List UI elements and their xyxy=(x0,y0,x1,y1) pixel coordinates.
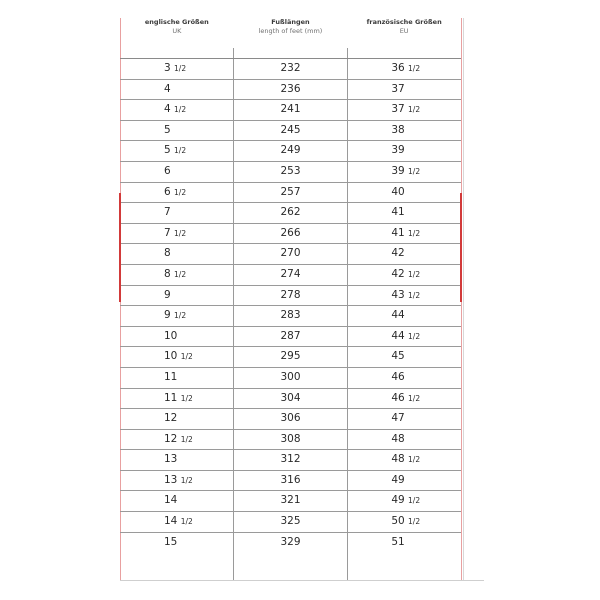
uk-size-cell xyxy=(120,80,234,100)
uk-size-cell xyxy=(120,224,234,244)
uk-size-cell xyxy=(120,265,234,285)
eu-size-cell xyxy=(347,450,461,470)
foot-length-cell xyxy=(234,533,348,553)
foot-length-cell-value: 253 xyxy=(280,164,301,177)
foot-length-cell xyxy=(234,306,348,326)
eu-size-cell-fraction: 1/2 xyxy=(408,331,421,341)
eu-size-cell-value: 51 xyxy=(391,535,405,548)
eu-size-cell-value: 36 xyxy=(391,62,405,74)
foot-length-cell-value: 249 xyxy=(280,144,301,157)
foot-length-cell-value: 274 xyxy=(280,267,301,280)
eu-size-cell-value: 50 xyxy=(391,515,405,528)
table-row xyxy=(120,79,461,100)
uk-size-cell-value: 13 xyxy=(164,453,178,466)
eu-size-cell-value: 49 xyxy=(391,494,405,507)
foot-length-cell-value: 232 xyxy=(280,62,301,74)
eu-size-cell xyxy=(347,265,461,285)
foot-length-cell xyxy=(234,347,348,367)
foot-length-cell xyxy=(234,471,348,491)
eu-size-cell-value: 44 xyxy=(391,309,405,322)
foot-length-cell-value: 295 xyxy=(280,350,301,363)
uk-size-cell-value: 8 xyxy=(164,247,171,260)
eu-size-cell xyxy=(347,430,461,450)
eu-size-cell-value: 44 xyxy=(391,329,405,342)
foot-length-cell xyxy=(234,121,348,141)
eu-size-cell-value: 46 xyxy=(391,391,405,404)
eu-size-cell-value: 40 xyxy=(391,185,405,198)
eu-size-cell-value: 41 xyxy=(391,226,405,239)
uk-size-cell-value: 4 xyxy=(164,82,171,95)
foot-length-cell xyxy=(234,100,348,120)
uk-size-cell xyxy=(120,183,234,203)
table-row xyxy=(120,449,461,470)
eu-size-cell-value: 45 xyxy=(391,350,405,363)
uk-size-cell xyxy=(120,162,234,182)
eu-size-cell xyxy=(347,244,461,264)
foot-length-cell-value: 287 xyxy=(280,329,301,342)
eu-size-cell-value: 39 xyxy=(391,164,405,177)
uk-size-cell xyxy=(120,141,234,161)
uk-size-cell-value: 7 xyxy=(164,226,171,239)
foot-length-cell xyxy=(234,162,348,182)
uk-size-cell-value: 6 xyxy=(164,164,171,177)
foot-length-cell xyxy=(234,265,348,285)
eu-size-cell-fraction: 1/2 xyxy=(408,517,421,527)
page-frame-bottom-edge xyxy=(120,580,484,581)
eu-size-cell xyxy=(347,491,461,511)
eu-size-cell-value: 37 xyxy=(391,103,405,116)
uk-size-cell-fraction: 1/2 xyxy=(174,187,187,197)
highlight-bracket-right xyxy=(460,193,462,302)
foot-length-cell-value: 316 xyxy=(280,473,301,486)
eu-size-cell-value: 38 xyxy=(391,123,405,136)
foot-length-cell-value: 266 xyxy=(280,226,301,239)
table-row xyxy=(120,264,461,285)
foot-length-cell-value: 262 xyxy=(280,206,301,219)
uk-size-cell-value: 6 xyxy=(164,185,171,198)
foot-length-cell xyxy=(234,491,348,511)
table-row xyxy=(120,58,461,79)
uk-size-cell xyxy=(120,450,234,470)
eu-size-cell-fraction: 1/2 xyxy=(408,393,421,403)
table-row xyxy=(120,202,461,223)
foot-length-cell xyxy=(234,430,348,450)
foot-length-cell-value: 306 xyxy=(280,412,301,425)
uk-size-cell xyxy=(120,430,234,450)
uk-size-cell xyxy=(120,327,234,347)
eu-size-cell-fraction: 1/2 xyxy=(408,228,421,238)
foot-length-cell xyxy=(234,59,348,79)
foot-length-cell xyxy=(234,141,348,161)
table-row xyxy=(120,120,461,141)
eu-size-cell-value: 48 xyxy=(391,453,405,466)
table-row xyxy=(120,511,461,532)
eu-size-cell xyxy=(347,286,461,306)
uk-size-cell-value: 9 xyxy=(164,288,171,301)
eu-size-cell xyxy=(347,80,461,100)
uk-size-cell xyxy=(120,59,234,79)
header-uk xyxy=(120,18,234,60)
uk-size-cell xyxy=(120,286,234,306)
foot-length-cell-value: 257 xyxy=(280,185,301,198)
eu-size-cell-value: 42 xyxy=(391,247,405,260)
foot-length-cell-value: 283 xyxy=(280,309,301,322)
eu-size-cell xyxy=(347,306,461,326)
uk-size-cell-fraction: 1/2 xyxy=(180,434,193,444)
table-row xyxy=(120,326,461,347)
uk-size-cell-value: 14 xyxy=(164,515,178,528)
uk-size-cell-value: 10 xyxy=(164,350,178,363)
table-row xyxy=(120,140,461,161)
uk-size-cell-value: 9 xyxy=(164,309,171,322)
eu-size-cell xyxy=(347,471,461,491)
eu-size-cell xyxy=(347,512,461,532)
uk-size-cell-value: 14 xyxy=(164,494,178,507)
table-header xyxy=(120,18,461,60)
foot-length-cell-value: 321 xyxy=(280,494,301,507)
eu-size-cell xyxy=(347,121,461,141)
eu-size-cell-fraction: 1/2 xyxy=(408,496,421,506)
uk-size-cell-fraction: 1/2 xyxy=(174,228,187,238)
size-table xyxy=(120,58,461,552)
table-row xyxy=(120,470,461,491)
foot-length-cell-value: 236 xyxy=(280,82,301,95)
eu-size-cell-value: 48 xyxy=(391,432,405,445)
eu-size-cell-value: 49 xyxy=(391,473,405,486)
uk-size-cell-value: 3 xyxy=(164,62,171,74)
table-row xyxy=(120,223,461,244)
uk-size-cell xyxy=(120,347,234,367)
eu-size-cell xyxy=(347,389,461,409)
eu-size-cell xyxy=(347,533,461,553)
uk-size-cell-fraction: 1/2 xyxy=(174,146,187,156)
foot-length-cell-value: 270 xyxy=(280,247,301,260)
table-row xyxy=(120,388,461,409)
eu-size-cell-fraction: 1/2 xyxy=(408,105,421,115)
table-row xyxy=(120,346,461,367)
uk-size-cell-fraction: 1/2 xyxy=(174,64,187,73)
page-frame-right-shadow xyxy=(463,18,464,580)
header-foot-length-title: Fußlängen xyxy=(271,18,310,26)
eu-size-cell xyxy=(347,203,461,223)
uk-size-cell xyxy=(120,100,234,120)
table-row xyxy=(120,532,461,553)
foot-length-cell xyxy=(234,224,348,244)
uk-size-cell-fraction: 1/2 xyxy=(180,352,193,362)
table-row xyxy=(120,490,461,511)
eu-size-cell-value: 37 xyxy=(391,82,405,95)
uk-size-cell-value: 12 xyxy=(164,412,178,425)
uk-size-cell-value: 7 xyxy=(164,206,171,219)
uk-size-cell-fraction: 1/2 xyxy=(174,105,187,115)
foot-length-cell-value: 245 xyxy=(280,123,301,136)
table-row xyxy=(120,429,461,450)
foot-length-cell xyxy=(234,183,348,203)
header-eu xyxy=(347,18,461,60)
foot-length-cell xyxy=(234,368,348,388)
uk-size-cell-value: 10 xyxy=(164,329,178,342)
header-foot-length-sub: length of feet (mm) xyxy=(258,27,323,35)
uk-size-cell xyxy=(120,491,234,511)
eu-size-cell xyxy=(347,327,461,347)
table-row xyxy=(120,408,461,429)
uk-size-cell xyxy=(120,203,234,223)
header-foot-length xyxy=(234,18,348,60)
uk-size-cell xyxy=(120,244,234,264)
uk-size-cell-value: 8 xyxy=(164,267,171,280)
foot-length-cell xyxy=(234,286,348,306)
header-eu-sub: EU xyxy=(399,27,409,35)
header-eu-title: französische Größen xyxy=(366,18,442,26)
uk-size-cell xyxy=(120,471,234,491)
eu-size-cell xyxy=(347,183,461,203)
uk-size-cell-fraction: 1/2 xyxy=(180,393,193,403)
uk-size-cell xyxy=(120,512,234,532)
highlight-bracket-left xyxy=(119,193,121,302)
foot-length-cell xyxy=(234,203,348,223)
foot-length-cell xyxy=(234,512,348,532)
uk-size-cell xyxy=(120,306,234,326)
header-uk-title: englische Größen xyxy=(144,18,209,26)
table-row xyxy=(120,305,461,326)
uk-size-cell-fraction: 1/2 xyxy=(180,475,193,485)
foot-length-cell-value: 312 xyxy=(280,453,301,466)
uk-size-cell-value: 13 xyxy=(164,473,178,486)
eu-size-cell xyxy=(347,347,461,367)
eu-size-cell xyxy=(347,224,461,244)
eu-size-cell xyxy=(347,409,461,429)
foot-length-cell-value: 308 xyxy=(280,432,301,445)
uk-size-cell xyxy=(120,368,234,388)
eu-size-cell-fraction: 1/2 xyxy=(408,166,421,176)
uk-size-cell-fraction: 1/2 xyxy=(174,311,187,321)
eu-size-cell-fraction: 1/2 xyxy=(408,455,421,465)
eu-size-cell-fraction: 1/2 xyxy=(408,64,421,73)
uk-size-cell-fraction: 1/2 xyxy=(174,269,187,279)
eu-size-cell-value: 39 xyxy=(391,144,405,157)
foot-length-cell-value: 241 xyxy=(280,103,301,116)
table-row xyxy=(120,285,461,306)
eu-size-cell xyxy=(347,100,461,120)
eu-size-cell-value: 47 xyxy=(391,412,405,425)
table-row xyxy=(120,367,461,388)
foot-length-cell xyxy=(234,327,348,347)
eu-size-cell xyxy=(347,59,461,79)
foot-length-cell-value: 329 xyxy=(280,535,301,548)
eu-size-cell xyxy=(347,162,461,182)
foot-length-cell-value: 304 xyxy=(280,391,301,404)
foot-length-cell xyxy=(234,80,348,100)
uk-size-cell xyxy=(120,533,234,553)
uk-size-cell-value: 12 xyxy=(164,432,178,445)
foot-length-cell xyxy=(234,409,348,429)
eu-size-cell xyxy=(347,141,461,161)
uk-size-cell-value: 4 xyxy=(164,103,171,116)
eu-size-cell-fraction: 1/2 xyxy=(408,290,421,300)
eu-size-cell-value: 41 xyxy=(391,206,405,219)
uk-size-cell xyxy=(120,409,234,429)
uk-size-cell-value: 11 xyxy=(164,370,178,383)
eu-size-cell xyxy=(347,368,461,388)
foot-length-cell-value: 300 xyxy=(280,370,301,383)
uk-size-cell-value: 15 xyxy=(164,535,178,548)
table-row xyxy=(120,99,461,120)
uk-size-cell-value: 5 xyxy=(164,144,171,157)
uk-size-cell-fraction: 1/2 xyxy=(180,517,193,527)
uk-size-cell-value: 5 xyxy=(164,123,171,136)
foot-length-cell-value: 278 xyxy=(280,288,301,301)
uk-size-cell xyxy=(120,121,234,141)
table-row xyxy=(120,161,461,182)
uk-size-cell-value: 11 xyxy=(164,391,178,404)
eu-size-cell-fraction: 1/2 xyxy=(408,269,421,279)
foot-length-cell-value: 325 xyxy=(280,515,301,528)
eu-size-cell-value: 43 xyxy=(391,288,405,301)
eu-size-cell-value: 46 xyxy=(391,370,405,383)
table-row xyxy=(120,243,461,264)
foot-length-cell xyxy=(234,450,348,470)
foot-length-cell xyxy=(234,244,348,264)
table-row xyxy=(120,182,461,203)
foot-length-cell xyxy=(234,389,348,409)
header-uk-sub: UK xyxy=(172,27,182,35)
uk-size-cell xyxy=(120,389,234,409)
eu-size-cell-value: 42 xyxy=(391,267,405,280)
